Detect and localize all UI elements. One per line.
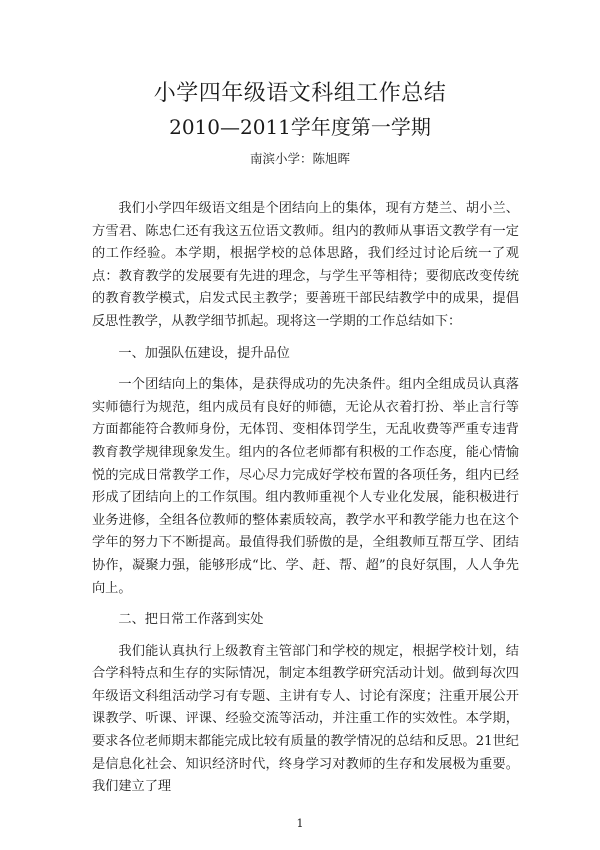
page-number: 1 [296, 817, 304, 830]
document-author: 南滨小学：陈旭晖 [249, 151, 350, 166]
section-1-paragraph: 一个团结向上的集体，是获得成功的先决条件。组内全组成员认真落实师德行为规范，组内成员有良好的师德，无论从衣着打扮、举止言行等方面都能符合教师身份，无体罚、变相体罚学生，无乱收费等严重专违背教育教学规律现象发生。组内的各位老师都有积极的工作态度，能心情愉悦的完成日常教学工作，尽心尽力完成好学校布置的各项任务，组内已经形成了团结向上的工作氛围。组内教师重视个人专业化发展，能积极进行业务进修，全组各位教师的整体素质较高，教学水平和教学能力也在这个学年的努力下不断提高。最值得我们骄傲的是，全组教师互帮互学、团结协作，凝聚力强，能够形成“比、学、赶、帮、超”的良好氛围，人人争先向上。 [92, 377, 519, 596]
section-2-paragraph: 我们能认真执行上级教育主管部门和学校的规定，根据学校计划，结合学科特点和生存的实际情况，制定本组教学研究活动计划。做到每次四年级语文科组活动学习有专题、主讲有专人、讨论有深度；注重开展公开课教学、听课、评课、经验交流等活动，并注重工作的实效性。本学期，要求各位老师期末都能完成比较有质量的教学情况的总结和反思。21世纪是信息化社会、知识经济时代，终身学习对教师的生存和发展极为重要。我们建立了理 [92, 643, 519, 795]
document-body [92, 198, 519, 799]
section-heading-1: 一、加强队伍建设，提升品位 [118, 345, 290, 361]
section-heading-2: 二、把日常工作落到实处 [118, 612, 264, 628]
intro-paragraph: 我们小学四年级语文组是个团结向上的集体，现有方楚兰、胡小兰、方雪君、陈忠仁还有我这五位语文教师。组内的教师从事语文教学有一定的工作经验。本学期，根据学校的总体思路，我们经过讨论后统一了观点：教育教学的发展要有先进的理念，与学生平等相待；要彻底改变传统的教育教学模式，启发式民主教学；要善班干部民结教学中的成果，提倡反思性教学，从教学细节抓起。现将这一学期的工作总结如下： [92, 201, 519, 329]
document-title: 小学四年级语文科组工作总结 [153, 81, 447, 106]
document-subtitle: 2010—2011学年度第一学期 [169, 115, 431, 139]
